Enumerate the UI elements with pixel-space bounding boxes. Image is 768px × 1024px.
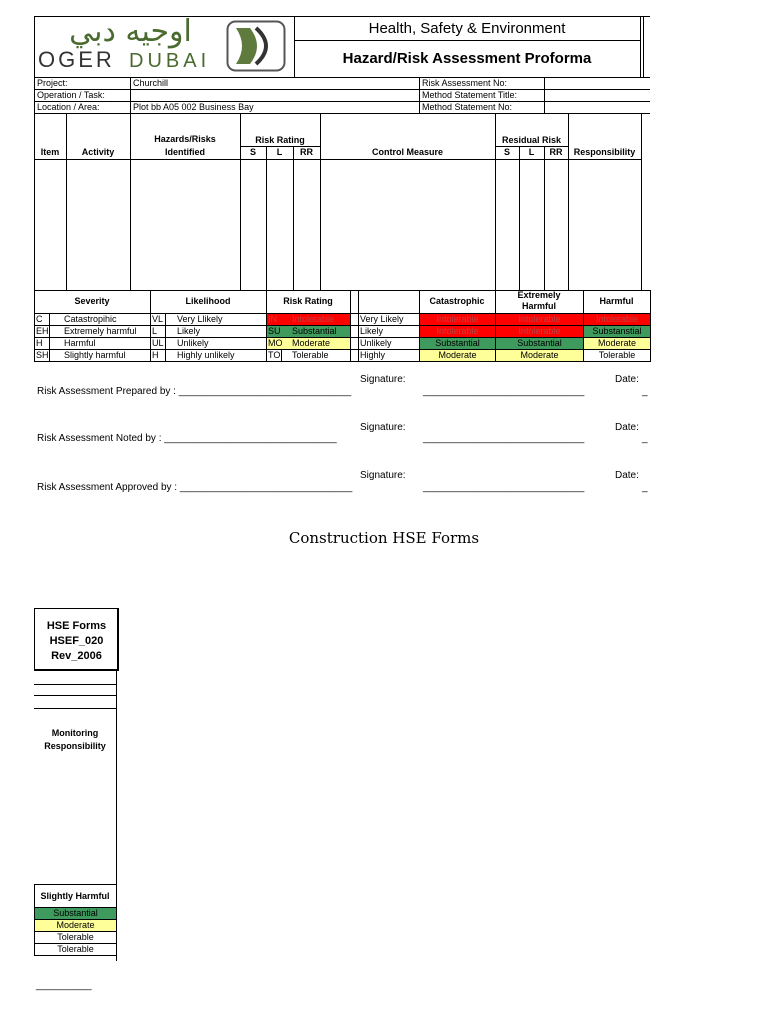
legend-rating-title: Risk Rating <box>283 296 333 306</box>
severity-label: Harmful <box>64 338 96 348</box>
col-header-item: Item <box>40 147 60 157</box>
signature-sig-label: Signature: <box>360 422 406 433</box>
severity-code: C <box>36 314 43 324</box>
side-monitoring-label: Monitoring <box>51 728 99 738</box>
matrix-col-extremely: Extremely <box>517 290 561 300</box>
col-header-control: Control Measure <box>371 147 443 157</box>
signature-date-dash[interactable]: _ <box>642 433 648 444</box>
col-header-residual-l: L <box>528 147 535 157</box>
likelihood-label: Highly unlikely <box>177 350 235 360</box>
rating-label: Tolerable <box>292 350 329 360</box>
page-caption: Construction HSE Forms <box>288 529 480 547</box>
col-header-responsibility: Responsibility <box>573 147 636 157</box>
logo-emblem-icon <box>226 20 286 72</box>
side-cell: Tolerable <box>35 944 116 955</box>
signature-row-label[interactable]: Risk Assessment Prepared by : _______________________________ <box>37 386 352 397</box>
signature-date-dash[interactable]: _ <box>642 386 648 397</box>
matrix-cell: Substanstial <box>584 326 650 337</box>
legend-severity-title: Severity <box>74 296 110 306</box>
severity-label: Slightly harmful <box>64 350 126 360</box>
col-header-rr: RR <box>300 147 313 157</box>
col-header-hazards: Hazards/Risks <box>154 134 216 144</box>
likelihood-code: H <box>152 350 159 360</box>
matrix-col-extremely-harmful: Harmful <box>521 301 556 311</box>
matrix-row-label: Unlikely <box>360 338 392 348</box>
matrix-row-label: Highly <box>360 350 386 360</box>
rating-code: SU <box>268 326 281 336</box>
matrix-row-label: Likely <box>360 326 384 336</box>
signature-sig-label: Signature: <box>360 374 406 385</box>
matrix-col-catastrophic: Catastrophic <box>429 296 485 306</box>
rating-code: IN <box>268 314 277 324</box>
matrix-col-harmful: Harmful <box>599 296 634 306</box>
rating-label: Intolerable <box>292 314 335 324</box>
info-value-project[interactable]: Churchill <box>133 78 169 88</box>
company-logo <box>38 14 288 74</box>
col-header-l: L <box>276 147 283 157</box>
col-header-risk-rating: Risk Rating <box>255 135 305 145</box>
severity-code: EH <box>36 326 49 336</box>
matrix-cell: Tolerable <box>584 350 650 361</box>
side-slightly-harmful: Slightly Harmful <box>40 891 110 901</box>
col-header-s: S <box>249 147 256 157</box>
info-label-ra-no: Risk Assessment No: <box>422 78 508 88</box>
likelihood-code: L <box>152 326 158 336</box>
signature-date-label: Date: <box>615 374 639 385</box>
matrix-cell: Substantial <box>420 338 495 349</box>
rating-label: Moderate <box>292 338 331 348</box>
likelihood-label: Very Llikely <box>177 314 223 324</box>
header-title-proforma: Hazard/Risk Assessment Proforma <box>342 50 592 67</box>
header-title-hse: Health, Safety & Environment <box>368 20 566 37</box>
signature-line[interactable]: _____________________________ <box>423 433 585 444</box>
logo-name-dubai: DUBAI <box>129 50 211 72</box>
likelihood-label: Unlikely <box>177 338 209 348</box>
signature-row-label[interactable]: Risk Assessment Noted by : _______________________________ <box>37 433 337 444</box>
col-header-activity: Activity <box>81 147 115 157</box>
matrix-cell: Intolerable <box>420 314 495 325</box>
likelihood-code: UL <box>152 338 164 348</box>
side-responsibility-label: Responsibility <box>44 741 106 751</box>
signature-line[interactable]: _____________________________ <box>423 386 585 397</box>
matrix-cell: Intolerable <box>496 326 583 337</box>
info-label-ms-no: Method Statement No: <box>422 102 513 112</box>
matrix-cell: Intolerable <box>420 326 495 337</box>
matrix-cell: Moderate <box>420 350 495 361</box>
side-form-rev: Rev_2006 <box>51 650 102 662</box>
severity-label: Extremely harmful <box>64 326 137 336</box>
side-bottom-line: __________ <box>36 980 92 991</box>
col-header-residual: Residual Risk <box>501 135 562 145</box>
logo-arabic-text: اوجيه دبي <box>69 14 192 49</box>
matrix-cell: Moderate <box>584 338 650 349</box>
rating-code: MO <box>268 338 282 348</box>
signature-line[interactable]: _____________________________ <box>423 482 585 493</box>
side-cell: Moderate <box>35 920 116 931</box>
signature-sig-label: Signature: <box>360 470 406 481</box>
side-cell: Substantial <box>35 908 116 919</box>
info-value-location[interactable]: Plot bb A05 002 Business Bay <box>133 102 254 112</box>
signature-date-label: Date: <box>615 470 639 481</box>
info-label-ms-title: Method Statement Title: <box>422 90 518 100</box>
col-header-residual-rr: RR <box>549 147 563 157</box>
info-label-location: Location / Area: <box>37 102 100 112</box>
matrix-cell: Intolerable <box>496 314 583 325</box>
side-form-code: HSEF_020 <box>49 635 104 647</box>
severity-code: SH <box>36 350 49 360</box>
col-header-residual-s: S <box>503 147 510 157</box>
matrix-cell: Intolerable <box>584 314 650 325</box>
matrix-cell: Substantial <box>496 338 583 349</box>
severity-code: H <box>36 338 43 348</box>
col-header-identified: Identified <box>165 147 205 157</box>
signature-row-label[interactable]: Risk Assessment Approved by : _______________________________ <box>37 482 353 493</box>
severity-label: Catastropihic <box>64 314 117 324</box>
matrix-cell: Moderate <box>496 350 583 361</box>
likelihood-code: VL <box>152 314 164 324</box>
rating-code: TO <box>268 350 281 360</box>
matrix-row-label: Very Likely <box>360 314 404 324</box>
side-cell: Tolerable <box>35 932 116 943</box>
info-label-project: Project: <box>37 78 68 88</box>
logo-name-oger: OGER <box>38 47 115 72</box>
signature-date-dash[interactable]: _ <box>642 482 648 493</box>
info-label-operation: Operation / Task: <box>37 90 105 100</box>
legend-likelihood-title: Likelihood <box>185 296 231 306</box>
side-form-label: HSE Forms <box>46 620 107 632</box>
signature-date-label: Date: <box>615 422 639 433</box>
likelihood-label: Likely <box>177 326 201 336</box>
rating-label: Substantial <box>292 326 337 336</box>
